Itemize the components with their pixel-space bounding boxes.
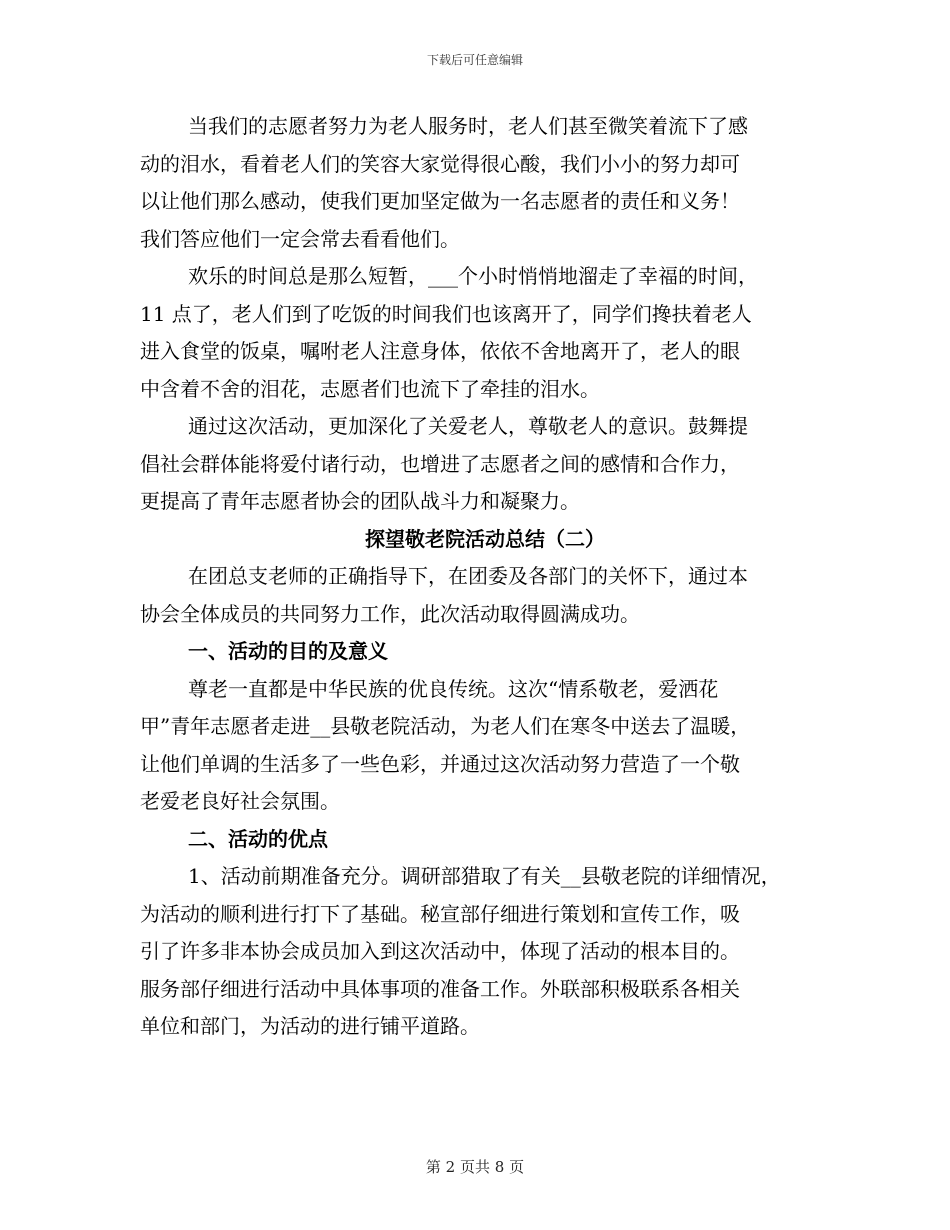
page-footer: 第 2 页共 8 页 — [425, 1158, 525, 1176]
page-header: 下载后可任意编辑 — [426, 53, 523, 67]
text-line: 单位和部门，为活动的进行铺平道路。 — [140, 1014, 480, 1038]
text-line: 引了许多非本协会成员加入到这次活动中，体现了活动的根本目的。 — [140, 939, 740, 963]
text-line: 1、活动前期准备充分。调研部猎取了有关__县敬老院的详细情况， — [188, 864, 781, 888]
heading-purpose: 一、活动的目的及意义 — [188, 639, 388, 663]
text-line: 甲”青年志愿者走进__县敬老院活动，为老人们在寒冬中送去了温暖， — [140, 714, 751, 738]
document-body — [140, 108, 830, 1046]
paragraph-volunteer-service — [140, 108, 830, 258]
text-line: 通过这次活动，更加深化了关爱老人，尊敬老人的意识。鼓舞提 — [188, 414, 748, 438]
text-line: 协会全体成员的共同努力工作，此次活动取得圆满成功。 — [140, 601, 640, 626]
section-title: 探望敬老院活动总结（二） — [365, 526, 605, 551]
text-line: 我们答应他们一定会常去看看他们。 — [140, 226, 460, 251]
text-line: 在团总支老师的正确指导下，在团委及各部门的关怀下，通过本 — [188, 564, 748, 588]
paragraph-purpose — [140, 671, 830, 821]
heading-advantages: 二、活动的优点 — [188, 826, 328, 851]
text-line: 动的泪水，看着老人们的笑容大家觉得很心酸，我们小小的努力却可 — [140, 151, 740, 176]
text-line: 11 点了，老人们到了吃饭的时间我们也该离开了，同学们搀扶着老人 — [140, 301, 752, 326]
text-line: 为活动的顺利进行打下了基础。秘宣部仔细进行策划和宣传工作，吸 — [140, 901, 740, 926]
paragraph-farewell — [140, 258, 830, 408]
text-line: 进入食堂的饭桌，嘱咐老人注意身体，依依不舍地离开了，老人的眼 — [140, 339, 740, 363]
text-line: 老爱老良好社会氛围。 — [140, 789, 340, 813]
text-line: 以让他们那么感动，使我们更加坚定做为一名志愿者的责任和义务！ — [140, 189, 740, 213]
text-line: 当我们的志愿者努力为老人服务时，老人们甚至微笑着流下了感 — [188, 114, 748, 138]
text-line: 服务部仔细进行活动中具体事项的准备工作。外联部积极联系各相关 — [140, 976, 740, 1001]
text-line: 尊老一直都是中华民族的优良传统。这次“情系敬老，爱洒花 — [188, 676, 719, 701]
text-line: 中含着不舍的泪花，志愿者们也流下了牵挂的泪水。 — [140, 376, 600, 401]
text-line: 让他们单调的生活多了一些色彩，并通过这次活动努力营造了一个敬 — [140, 751, 740, 776]
text-line: 倡社会群体能将爱付诸行动，也增进了志愿者之间的感情和合作力， — [140, 451, 740, 476]
paragraph-intro — [140, 558, 830, 633]
paragraph-preparation — [140, 858, 830, 1046]
text-line: 欢乐的时间总是那么短暂，___个小时悄悄地溜走了幸福的时间， — [188, 264, 758, 288]
paragraph-conclusion — [140, 408, 830, 521]
text-line: 更提高了青年志愿者协会的团队战斗力和凝聚力。 — [140, 489, 580, 513]
